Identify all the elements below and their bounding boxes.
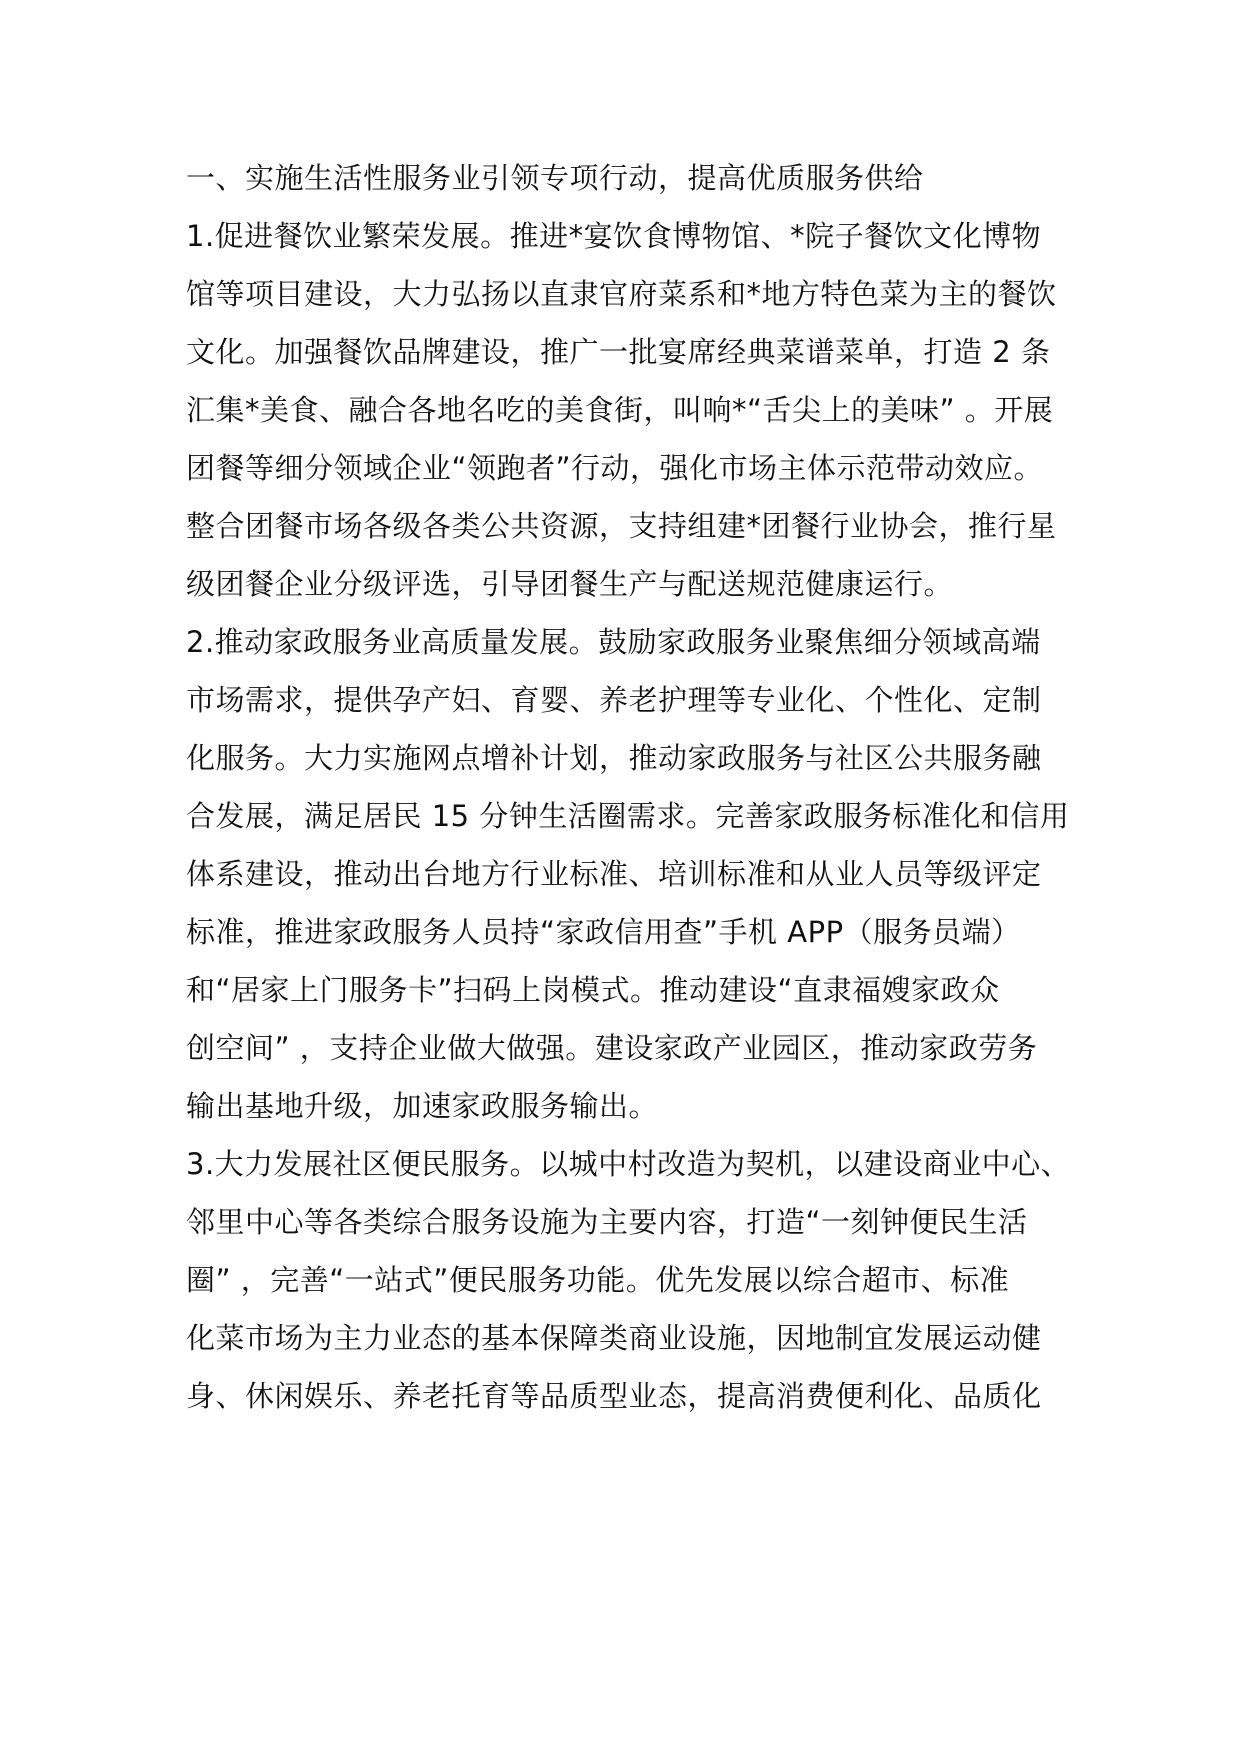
paragraph-line: 汇集*美食、融合各地名吃的美食街，叫响*“舌尖上的美味” 。开展 [186,393,1054,427]
paragraph-line: 体系建设，推动出台地方行业标准、培训标准和从业人员等级评定 [186,857,1042,891]
paragraph-line: 2.推动家政服务业高质量发展。鼓励家政服务业聚焦细分领域高端 [186,625,1041,659]
paragraph-line: 市场需求，提供孕产妇、育婴、养老护理等专业化、个性化、定制 [186,683,1042,717]
paragraph-line: 馆等项目建设，大力弘扬以直隶官府菜系和*地方特色菜为主的餐饮 [186,277,1057,311]
paragraph-line: 身、休闲娱乐、养老托育等品质型业态，提高消费便利化、品质化 [186,1379,1042,1413]
paragraph-line: 1.促进餐饮业繁荣发展。推进*宴饮食博物馆、*院子餐饮文化博物 [186,219,1042,253]
paragraph-line: 标准，推进家政服务人员持“家政信用查”手机 APP（服务员端） [186,915,1021,949]
paragraph-line: 团餐等细分领域企业“领跑者”行动，强化市场主体示范带动效应。 [186,451,1044,485]
paragraph-line: 输出基地升级，加速家政服务输出。 [186,1089,659,1123]
paragraph-line: 化菜市场为主力业态的基本保障类商业设施，因地制宜发展运动健 [186,1321,1042,1355]
paragraph-line: 文化。加强餐饮品牌建设，推广一批宴席经典菜谱菜单，打造 2 条 [186,335,1051,369]
paragraph-line: 合发展，满足居民 15 分钟生活圈需求。完善家政服务标准化和信用 [186,799,1070,833]
paragraph-line: 化服务。大力实施网点增补计划，推动家政服务与社区公共服务融 [186,741,1042,775]
paragraph-line: 邻里中心等各类综合服务设施为主要内容，打造“一刻钟便民生活 [186,1205,1028,1239]
paragraph-line: 3.大力发展社区便民服务。以城中村改造为契机，以建设商业中心、 [186,1147,1071,1181]
section-heading: 一、实施生活性服务业引领专项行动，提高优质服务供给 [186,161,924,195]
paragraph-line: 创空间” ，支持企业做大做强。建设家政产业园区，推动家政劳务 [186,1031,1038,1065]
paragraph-line: 整合团餐市场各级各类公共资源，支持组建*团餐行业协会，推行星 [186,509,1057,543]
paragraph-line: 和“居家上门服务卡”扫码上岗模式。推动建设“直隶福嫂家政众 [186,973,1000,1007]
paragraph-line: 级团餐企业分级评选，引导团餐生产与配送规范健康运行。 [186,567,954,601]
paragraph-line: 圈” ，完善“一站式”便民服务功能。优先发展以综合超市、标准 [186,1263,1010,1297]
